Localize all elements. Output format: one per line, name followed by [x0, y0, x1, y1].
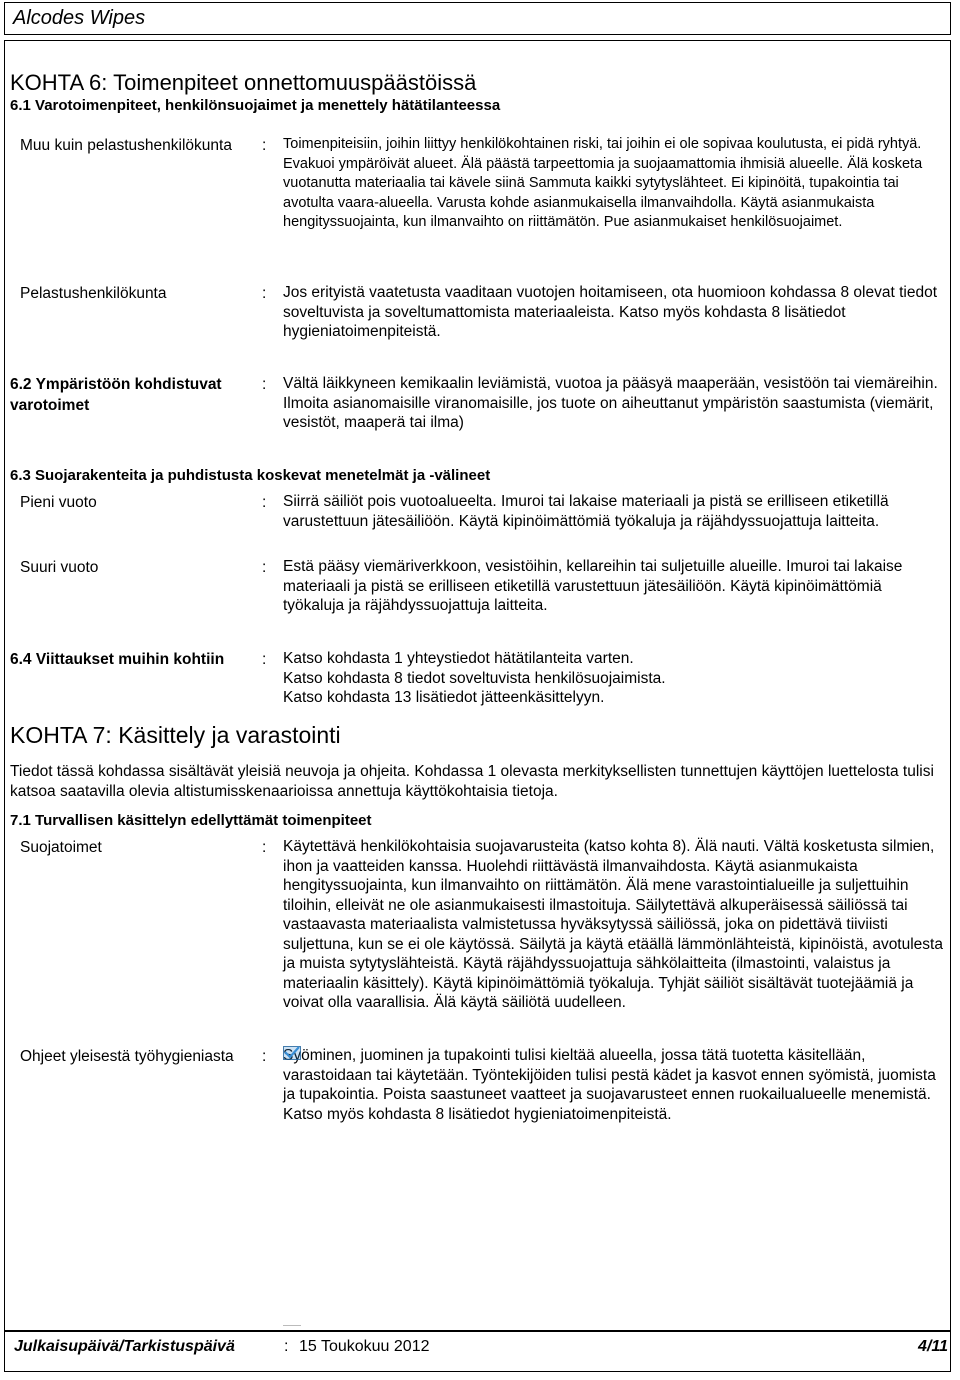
subsection-6-2-label: 6.2 Ympäristöön kohdistuvat varotoimet: [10, 376, 222, 414]
row-label-protective-measures: Suojatoimet: [20, 839, 102, 856]
footer-mark: [283, 1325, 301, 1326]
colon: :: [262, 839, 267, 856]
page-number: 4/11: [918, 1338, 948, 1355]
reference-line: Katso kohdasta 8 tiedot soveltuvista henkilösuojaimista.: [283, 669, 666, 687]
row-text-hygiene: Syöminen, juominen ja tupakointi tulisi kieltää alueella, jossa tätä tuotetta käsitellään, varastoidaan tai käytetään. Työntekijöiden tulisi pestä kädet ja kasvot ennen syömistä, juomista ja tupakointia. Poista saastuneet vaatteet ja suojavarusteet ennen ruokailualueelle menemistä. Katso myös kohdasta 8 lisätiedot hygieniatoimenpiteistä.: [283, 1047, 936, 1123]
row-label-large-spill: Suuri vuoto: [20, 559, 99, 576]
footer-date-label: Julkaisupäivä/Tarkistuspäivä: [14, 1338, 235, 1355]
colon: :: [262, 376, 267, 393]
row-text-non-emergency: Toimenpiteisiin, joihin liittyy henkilökohtainen riski, tai joihin ei ole sopivaa koulutusta, ei pidä ryhtyä. Evakuoi ympäröivät alueet. Älä päästä tarpeettomia ja suojaamattomia ihmisiä alueelle. Älä kosketa vuotanutta materiaalia tai kävele siinä Sammuta kaikki sytytyslähteet. Ei kipinöitä, tupakointia tai avotulta vaara-alueella. Varusta kohde asianmukaisella ilmanvaihdolla. Käytä asianmukaista hengityssuojainta, kun ilmanvaihto on riittämätön. Pue asianmukaiset henkilösuojaimet.: [283, 136, 923, 230]
row-text-emergency: Jos erityistä vaatetusta vaaditaan vuotojen hoitamiseen, ota huomioon kohdassa 8 olevat tiedot soveltuvista ja soveltumattomista materiaaleista. Katso myös kohdasta 8 lisätiedot hygieniatoimenpiteistä.: [283, 284, 937, 340]
subsection-6-3-heading: 6.3 Suojarakenteita ja puhdistusta koskevat menetelmät ja -välineet: [10, 467, 491, 484]
subsection-7-1-heading: 7.1 Turvallisen käsittelyn edellyttämät toimenpiteet: [10, 812, 372, 829]
row-text-protective-measures: Käytettävä henkilökohtaisia suojavarusteita (katso kohta 8). Älä nauti. Vältä kosketusta silmien, ihon ja vaatteiden kanssa. Huolehdi riittävästä ilmanvaihdosta. Käytä asianmukaista hengityssuojainta, kun ilmanvaihto on riittämätön. Älä mene varastointialueille ja suljettuihin tiloihin, elleivät ne ole asianmukaisesti ilmastoituja. Säilytettävä alkuperäisessä säiliössä tai vastaavasta materiaalista valmistetussa hyväksytyssä säiliössä, joka on pidettävä tiiviisti suljettuna, kun se ei ole käytössä. Säilytä ja käytä etäällä lämmönlähteistä, kipinöistä, avotulesta ja muista sytytyslähteistä. Käytä räjähdyssuojattuja sähkölaitteita (ilmastointi, valaistus ja materiaalin käsittely). Käytä kipinöimättömiä työkaluja. Tyhjät säiliöt sisältävät tuotejäämiä ja voivat olla vaarallisia. Älä käytä säiliötä uudelleen.: [283, 838, 943, 1011]
row-label-small-spill: Pieni vuoto: [20, 494, 97, 511]
reference-line: Katso kohdasta 1 yhteystiedot hätätilanteita varten.: [283, 650, 634, 667]
row-text-small-spill: Siirrä säiliöt pois vuotoalueelta. Imuroi tai lakaise materiaali ja pistä se erilliseen etiketillä varustettuun jätesäiliöön. Käytä kipinöimättömiä työkaluja ja räjähdyssuojattuja laitteita.: [283, 493, 889, 530]
reference-line: Katso kohdasta 13 lisätiedot jätteenkäsittelyyn.: [283, 689, 605, 706]
colon: :: [262, 651, 267, 668]
section-7-title: KOHTA 7: Käsittely ja varastointi: [10, 722, 341, 748]
subsection-6-1-heading: 6.1 Varotoimenpiteet, henkilönsuojaimet ja menettely hätätilanteessa: [10, 97, 501, 114]
row-label-emergency: Pelastushenkilökunta: [20, 285, 167, 302]
footer-date: 15 Toukokuu 2012: [299, 1338, 430, 1355]
product-title: Alcodes Wipes: [13, 7, 146, 29]
references-list: [283, 649, 943, 708]
checkmark-icon: [283, 1046, 301, 1060]
subsection-6-4-label: 6.4 Viittaukset muihin kohtiin: [10, 651, 225, 668]
row-label-hygiene: Ohjeet yleisestä työhygieniasta: [20, 1048, 234, 1065]
row-text-large-spill: Estä pääsy viemäriverkkoon, vesistöihin, kellareihin tai suljetuille alueille. Imuroi tai lakaise materiaali ja pistä se erilliseen etiketillä varustettuun jätesäiliöön. Käytä kipinöimättömiä työkaluja ja räjähdyssuojattuja laitteita.: [283, 558, 903, 614]
colon: :: [262, 285, 267, 302]
row-label-non-emergency: Muu kuin pelastushenkilökunta: [20, 137, 232, 154]
colon: :: [262, 1048, 267, 1065]
colon: :: [262, 494, 267, 511]
section-6-title: KOHTA 6: Toimenpiteet onnettomuuspäästöissä: [10, 70, 477, 95]
subsection-6-2-text: Vältä läikkyneen kemikaalin leviämistä, vuotoa ja pääsyä maaperään, vesistöön tai viemäreihin. Ilmoita asianomaisille viranomaisille, jos tuote on aiheuttanut ympäristön saastumista (viemärit, vesistöt, maaperä tai ilma): [283, 375, 938, 431]
colon: :: [262, 137, 267, 154]
header-box: [4, 2, 951, 35]
colon: :: [262, 559, 267, 576]
footer-rule: [4, 1330, 951, 1332]
colon: :: [284, 1338, 289, 1355]
section-7-intro: Tiedot tässä kohdassa sisältävät yleisiä neuvoja ja ohjeita. Kohdassa 1 olevasta merkityksellisten tunnettujen käyttöjen luettelosta tulisi katsoa saatavilla olevia altistumisskenaarioissa annettuja käyttökohtaisia tietoja.: [10, 763, 934, 800]
